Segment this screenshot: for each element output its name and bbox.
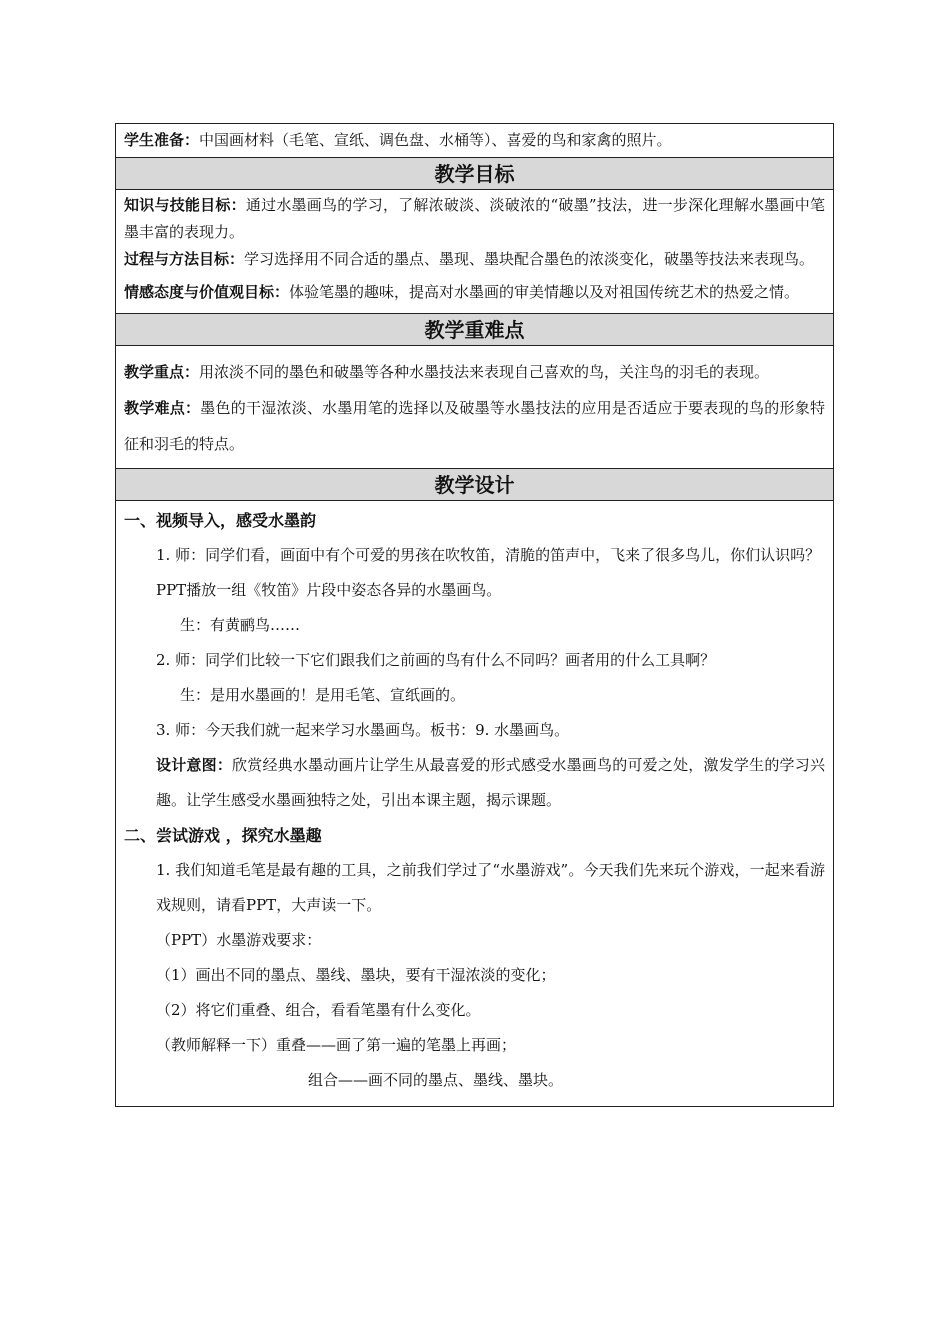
keypoints-row [116,346,833,469]
section2-line1: 1. 我们知道毛笔是最有趣的工具，之前我们学过了“水墨游戏”。今天我们先来玩个游戏，一起来看游戏规则，请看PPT，大声读一下。 [156,861,825,914]
section1-line1: 1. 师：同学们看，画面中有个可爱的男孩在吹牧笛，清脆的笛声中，飞来了很多鸟儿，你们认识吗？ [156,546,821,564]
student-prep-text: 中国画材料（毛笔、宣纸、调色盘、水桶等）、喜爱的鸟和家禽的照片。 [199,131,672,149]
section1-title: 一、视频导入，感受水墨韵 [124,511,317,530]
section1-line3: 生：有黄鹂鸟…… [180,616,301,634]
section1-line2: PPT播放一组《牧笛》片段中姿态各异的水墨画鸟。 [156,581,502,599]
goal-knowledge [124,192,825,246]
section2-line3: （1）画出不同的墨点、墨线、墨块，要有干湿浓淡的变化； [156,966,556,984]
keypoints-header: 教学重难点 [116,314,833,346]
goal-process-label: 过程与方法目标： [124,250,245,268]
goal-process [124,246,825,273]
goal-emotion-label: 情感态度与价值观目标： [124,283,290,301]
design-header: 教学设计 [116,469,833,501]
design-intent-text: 欣赏经典水墨动画片让学生从最喜爱的形式感受水墨画鸟的可爱之处，激发学生的学习兴趣。让学生感受水墨画独特之处，引出本课主题，揭示课题。 [156,756,825,809]
design-intent [124,748,825,818]
keypoint-difficulty [124,390,825,462]
section2-title: 二、尝试游戏 ，探究水墨趣 [124,826,322,845]
section1-line6: 3. 师：今天我们就一起来学习水墨画鸟。板书：9. 水墨画鸟。 [156,721,570,739]
goal-knowledge-label: 知识与技能目标： [124,196,246,214]
student-prep-label: 学生准备： [124,131,200,149]
goals-header: 教学目标 [116,158,833,190]
section1-line4: 2. 师：同学们比较一下它们跟我们之前画的鸟有什么不同吗？画者用的什么工具啊？ [156,651,716,669]
design-intent-label: 设计意图： [156,756,233,774]
goal-knowledge-text: 通过水墨画鸟的学习，了解浓破淡、淡破浓的“破墨”技法，进一步深化理解水墨画中笔墨丰富的表现力。 [124,196,825,241]
goal-process-text: 学习选择用不同合适的墨点、墨现、墨块配合墨色的浓淡变化，破墨等技法来表现鸟。 [244,250,815,268]
section2-line5: （教师解释一下）重叠——画了第一遍的笔墨上再画； [156,1036,517,1054]
section1-line5: 生：是用水墨画的！是用毛笔、宣纸画的。 [180,686,466,704]
keypoint-focus [124,354,825,390]
lesson-plan-table [115,123,834,1107]
keypoint-difficulty-text: 墨色的干湿浓淡、水墨用笔的选择以及破墨等水墨技法的应用是否适应于要表现的鸟的形象特征和羽毛的特点。 [124,399,825,453]
keypoint-focus-label: 教学重点： [124,363,200,381]
keypoint-difficulty-label: 教学难点： [124,399,201,417]
keypoint-focus-text: 用浓淡不同的墨色和破墨等各种水墨技法来表现自己喜欢的鸟，关注鸟的羽毛的表现。 [199,363,770,381]
goals-row [116,190,833,314]
design-row [116,501,833,1106]
student-prep-row [116,124,833,158]
section2-line2: （PPT）水墨游戏要求： [156,931,322,949]
goal-emotion-text: 体验笔墨的趣味，提高对水墨画的审美情趣以及对祖国传统艺术的热爱之情。 [289,283,800,301]
goal-emotion [124,273,825,311]
section2-line4: （2）将它们重叠、组合，看看笔墨有什么变化。 [156,1001,481,1019]
section2-line6: 组合——画不同的墨点、墨线、墨块。 [308,1071,564,1089]
